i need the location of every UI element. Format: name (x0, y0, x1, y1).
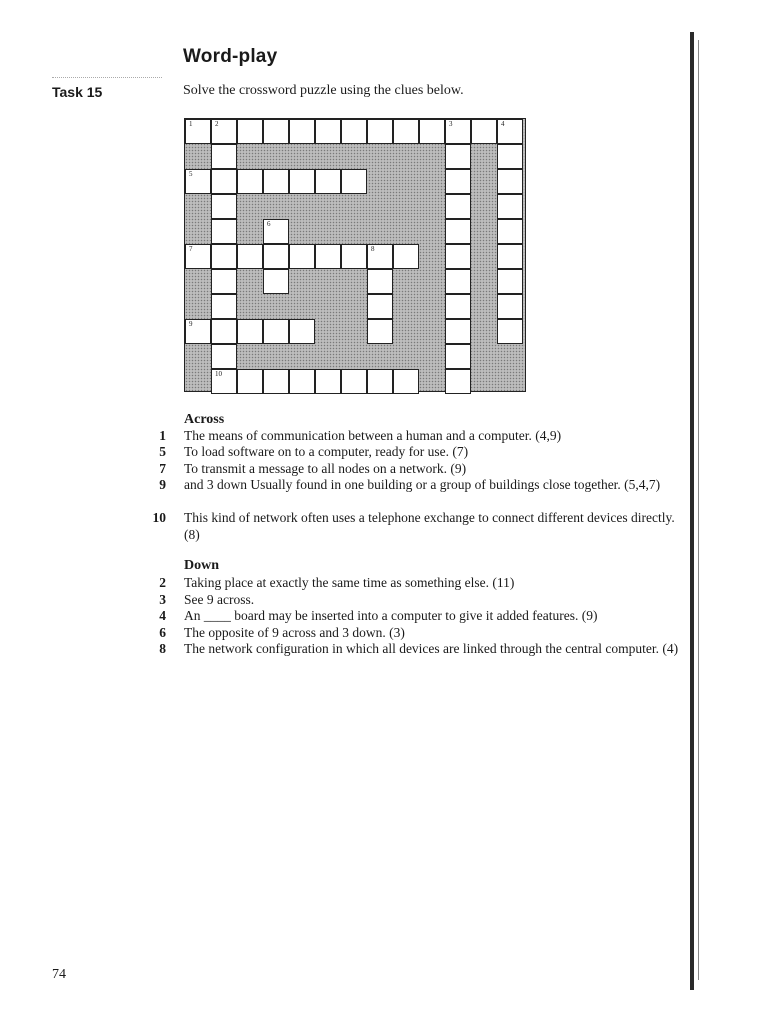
margin-dotted-rule (52, 77, 162, 78)
crossword-cell (263, 219, 289, 244)
crossword-cell (367, 244, 393, 269)
clue-number-label: 9 (189, 320, 193, 328)
crossword-cell (315, 119, 341, 144)
page-number: 74 (52, 967, 66, 982)
crossword-grid (184, 118, 526, 392)
clue-number: 9 (159, 477, 166, 492)
clue-text: The means of communication between a human and a computer. (4,9) (184, 428, 562, 443)
crossword-cell (367, 294, 393, 319)
crossword-cell (289, 169, 315, 194)
crossword-cell (211, 344, 237, 369)
crossword-cell (367, 319, 393, 344)
clue-text: This kind of network often uses a telephone exchange to connect different devices directly. (8) (184, 510, 675, 542)
crossword-cell (263, 119, 289, 144)
crossword-cell (211, 369, 237, 394)
crossword-cell (367, 369, 393, 394)
clue-text: The opposite of 9 across and 3 down. (3) (184, 625, 405, 640)
crossword-cell (497, 294, 523, 319)
crossword-cell (289, 319, 315, 344)
clue-number: 5 (159, 444, 166, 459)
crossword-cell (445, 269, 471, 294)
crossword-cell (263, 169, 289, 194)
crossword-cell (185, 319, 211, 344)
clue-number-label: 4 (501, 120, 505, 128)
crossword-cell (471, 119, 497, 144)
crossword-cell (211, 169, 237, 194)
clue-number: 10 (152, 510, 166, 525)
crossword-cell (497, 319, 523, 344)
down-heading: Down (184, 558, 220, 573)
crossword-cell (315, 244, 341, 269)
crossword-cell (497, 119, 523, 144)
crossword-cell (393, 119, 419, 144)
crossword-cell (497, 144, 523, 169)
crossword-cell (445, 294, 471, 319)
crossword-cell (367, 269, 393, 294)
clue-text: See 9 across. (184, 592, 255, 607)
across-heading: Across (184, 412, 225, 427)
crossword-cell (367, 119, 393, 144)
task-label: Task 15 (52, 84, 103, 100)
clue-number-label: 7 (189, 245, 193, 253)
crossword-cell (211, 244, 237, 269)
clue-number: 1 (159, 428, 166, 443)
crossword-cell (237, 369, 263, 394)
crossword-cell (393, 244, 419, 269)
crossword-cell (445, 244, 471, 269)
crossword-cell (445, 344, 471, 369)
crossword-cell (445, 119, 471, 144)
clue-text: An ____ board may be inserted into a computer to give it added features. (9) (184, 608, 598, 623)
crossword-cell (185, 244, 211, 269)
crossword-cell (497, 269, 523, 294)
crossword-cell (211, 144, 237, 169)
crossword-cell (419, 119, 445, 144)
crossword-cell (315, 169, 341, 194)
crossword-cell (341, 169, 367, 194)
binding-edge-shadow (690, 32, 694, 990)
crossword-cell (211, 219, 237, 244)
crossword-cell (263, 369, 289, 394)
clue-number-label: 5 (189, 170, 193, 178)
clue-text: and 3 down Usually found in one building or a group of buildings close together. (5,4,7) (184, 477, 661, 492)
crossword-cell (289, 119, 315, 144)
crossword-cell (263, 319, 289, 344)
clue-text: The network configuration in which all devices are linked through the central computer. (4) (184, 641, 679, 656)
clue-text: Taking place at exactly the same time as something else. (11) (184, 575, 515, 590)
crossword-cell (445, 369, 471, 394)
binding-edge-line (698, 40, 699, 980)
crossword-cell (185, 119, 211, 144)
clue-text: To load software on to a computer, ready for use. (7) (184, 444, 469, 459)
clue-number: 4 (159, 608, 166, 623)
crossword-cell (445, 219, 471, 244)
crossword-cell (237, 319, 263, 344)
crossword-cell (211, 119, 237, 144)
crossword-cell (341, 369, 367, 394)
crossword-cell (237, 119, 263, 144)
clue-text: To transmit a message to all nodes on a network. (9) (184, 461, 467, 476)
clue-number-label: 1 (189, 120, 193, 128)
crossword-cell (445, 144, 471, 169)
clue-number-label: 3 (449, 120, 453, 128)
clue-number: 8 (159, 641, 166, 656)
crossword-cell (341, 244, 367, 269)
crossword-cell (445, 194, 471, 219)
crossword-cell (341, 119, 367, 144)
crossword-cell (497, 219, 523, 244)
crossword-cell (211, 294, 237, 319)
crossword-cell (263, 244, 289, 269)
crossword-cell (211, 319, 237, 344)
clue-number: 6 (159, 625, 166, 640)
crossword-cell (211, 269, 237, 294)
crossword-cell (237, 244, 263, 269)
crossword-cell (393, 369, 419, 394)
clue-number-label: 10 (215, 370, 222, 378)
crossword-cell (497, 244, 523, 269)
crossword-cell (211, 194, 237, 219)
clue-number: 3 (159, 592, 166, 607)
crossword-cell (445, 319, 471, 344)
crossword-cell (289, 244, 315, 269)
page-title: Word-play (183, 46, 278, 67)
clue-number-label: 6 (267, 220, 271, 228)
crossword-cell (263, 269, 289, 294)
crossword-cell (289, 369, 315, 394)
instruction-text: Solve the crossword puzzle using the clues below. (183, 83, 464, 98)
crossword-cell (237, 169, 263, 194)
clue-number: 2 (159, 575, 166, 590)
clue-number: 7 (159, 461, 166, 476)
crossword-cell (315, 369, 341, 394)
crossword-cell (497, 194, 523, 219)
crossword-cell (497, 169, 523, 194)
clue-number-label: 8 (371, 245, 375, 253)
clue-number-label: 2 (215, 120, 219, 128)
crossword-cell (185, 169, 211, 194)
crossword-cell (445, 169, 471, 194)
